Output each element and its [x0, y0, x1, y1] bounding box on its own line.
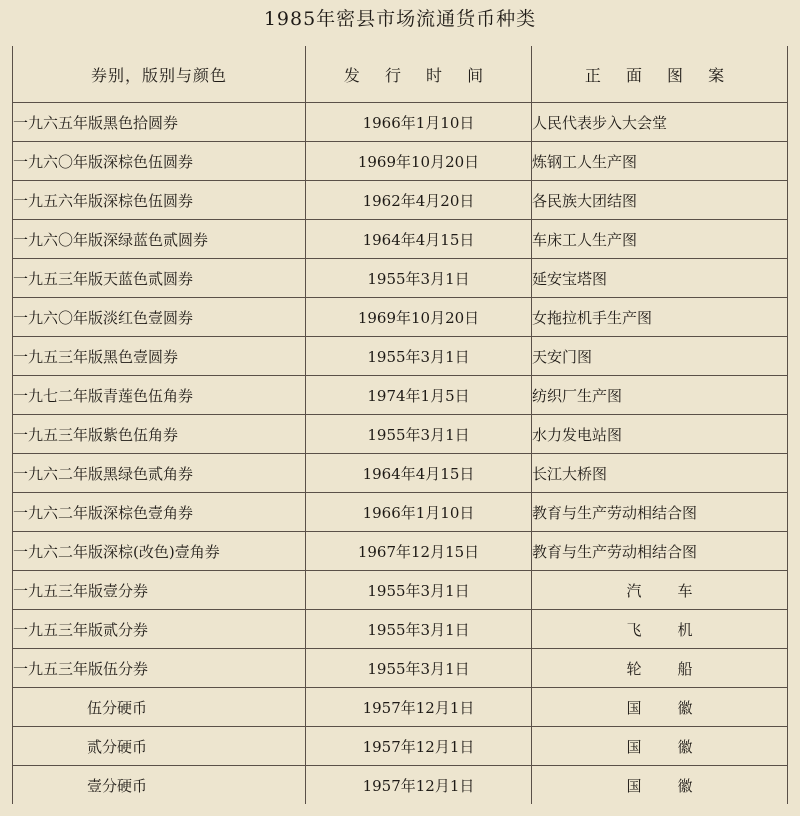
cell-issue-date: 1974年1月5日 — [306, 376, 532, 415]
cell-kind: 一九六五年版黑色拾圆券 — [13, 103, 306, 142]
cell-kind: 一九五三年版伍分券 — [13, 649, 306, 688]
cell-kind: 一九五六年版深棕色伍圆券 — [13, 181, 306, 220]
cell-design: 汽车 — [532, 571, 788, 610]
table-header-row — [13, 46, 788, 103]
header-design: 正 面 图 案 — [532, 46, 788, 103]
cell-design: 飞机 — [532, 610, 788, 649]
cell-issue-date: 1957年12月1日 — [306, 727, 532, 766]
cell-issue-date: 1955年3月1日 — [306, 259, 532, 298]
table-row — [13, 337, 788, 376]
cell-kind: 一九六二年版深棕(改色)壹角券 — [13, 532, 306, 571]
cell-issue-date: 1966年1月10日 — [306, 103, 532, 142]
cell-kind: 一九六二年版黑绿色贰角券 — [13, 454, 306, 493]
cell-issue-date: 1964年4月15日 — [306, 220, 532, 259]
cell-issue-date: 1967年12月15日 — [306, 532, 532, 571]
cell-kind: 一九六二年版深棕色壹角券 — [13, 493, 306, 532]
cell-issue-date: 1955年3月1日 — [306, 337, 532, 376]
cell-kind: 一九七二年版青莲色伍角券 — [13, 376, 306, 415]
table-row — [13, 766, 788, 805]
cell-design: 水力发电站图 — [532, 415, 788, 454]
header-issue-date: 发 行 时 间 — [306, 46, 532, 103]
cell-kind: 一九五三年版天蓝色贰圆券 — [13, 259, 306, 298]
table-row — [13, 454, 788, 493]
cell-issue-date: 1955年3月1日 — [306, 649, 532, 688]
header-kind: 券别，版别与颜色 — [13, 46, 306, 103]
table-row — [13, 142, 788, 181]
cell-design: 天安门图 — [532, 337, 788, 376]
cell-kind: 一九六〇年版深棕色伍圆券 — [13, 142, 306, 181]
table-row — [13, 493, 788, 532]
cell-issue-date: 1955年3月1日 — [306, 571, 532, 610]
cell-kind: 贰分硬币 — [13, 727, 306, 766]
table-row — [13, 259, 788, 298]
cell-design: 各民族大团结图 — [532, 181, 788, 220]
table-row — [13, 220, 788, 259]
table-row — [13, 532, 788, 571]
cell-issue-date: 1966年1月10日 — [306, 493, 532, 532]
page-title: 1985年密县市场流通货币种类 — [263, 8, 537, 30]
table-row — [13, 649, 788, 688]
table-body — [13, 103, 788, 805]
cell-kind: 一九五三年版黑色壹圆券 — [13, 337, 306, 376]
currency-table — [12, 46, 788, 804]
cell-design: 炼钢工人生产图 — [532, 142, 788, 181]
cell-issue-date: 1955年3月1日 — [306, 610, 532, 649]
table-row — [13, 103, 788, 142]
cell-kind: 一九六〇年版淡红色壹圆券 — [13, 298, 306, 337]
cell-design: 国徽 — [532, 727, 788, 766]
cell-design: 车床工人生产图 — [532, 220, 788, 259]
table-row — [13, 727, 788, 766]
cell-kind: 一九五三年版紫色伍角券 — [13, 415, 306, 454]
table-row — [13, 376, 788, 415]
cell-issue-date: 1957年12月1日 — [306, 766, 532, 805]
cell-issue-date: 1957年12月1日 — [306, 688, 532, 727]
cell-design: 国徽 — [532, 766, 788, 805]
table-row — [13, 181, 788, 220]
cell-design: 国徽 — [532, 688, 788, 727]
cell-design: 教育与生产劳动相结合图 — [532, 532, 788, 571]
cell-kind: 一九五三年版壹分券 — [13, 571, 306, 610]
cell-issue-date: 1955年3月1日 — [306, 415, 532, 454]
cell-issue-date: 1969年10月20日 — [306, 142, 532, 181]
cell-kind: 一九五三年版贰分券 — [13, 610, 306, 649]
cell-issue-date: 1962年4月20日 — [306, 181, 532, 220]
cell-issue-date: 1964年4月15日 — [306, 454, 532, 493]
cell-issue-date: 1969年10月20日 — [306, 298, 532, 337]
cell-design: 轮船 — [532, 649, 788, 688]
table-row — [13, 688, 788, 727]
cell-kind: 伍分硬币 — [13, 688, 306, 727]
cell-design: 教育与生产劳动相结合图 — [532, 493, 788, 532]
table-row — [13, 415, 788, 454]
cell-design: 纺织厂生产图 — [532, 376, 788, 415]
cell-design: 人民代表步入大会堂 — [532, 103, 788, 142]
table-row — [13, 571, 788, 610]
cell-kind: 一九六〇年版深绿蓝色贰圆券 — [13, 220, 306, 259]
cell-design: 长江大桥图 — [532, 454, 788, 493]
cell-design: 女拖拉机手生产图 — [532, 298, 788, 337]
table-row — [13, 610, 788, 649]
cell-design: 延安宝塔图 — [532, 259, 788, 298]
table-row — [13, 298, 788, 337]
cell-kind: 壹分硬币 — [13, 766, 306, 805]
